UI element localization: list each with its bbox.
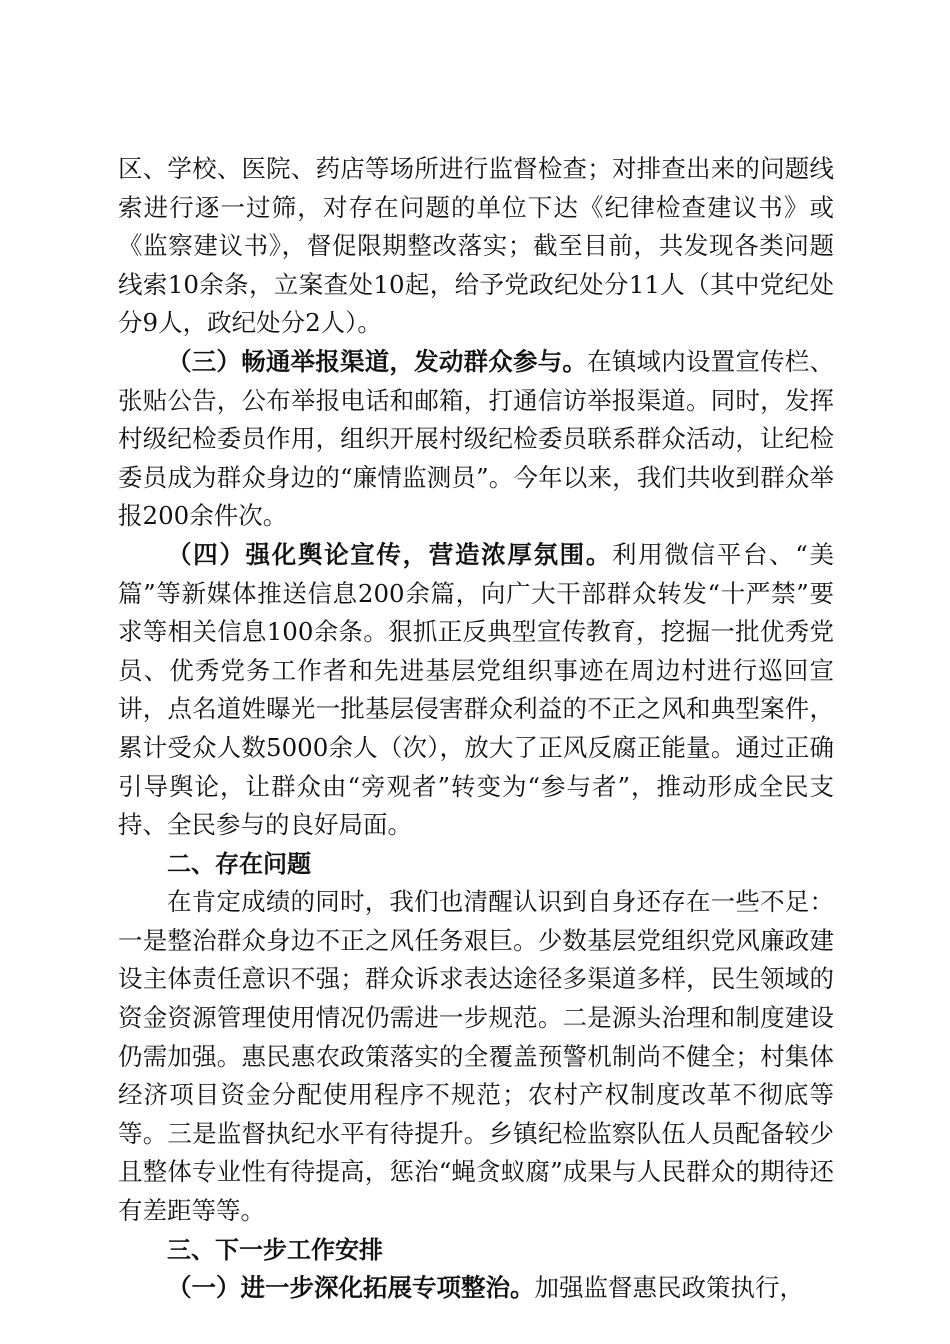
document-body bbox=[118, 150, 834, 1308]
paragraph-supervision-inspection: 区、学校、医院、药店等场所进行监督检查；对排查出来的问题线索进行逐一过筛，对存在问题的单位下达《纪律检查建议书》或《监察建议书》，督促限期整改落实；截至目前，共发现各类问题线索10余条，立案查处10起，给予党政纪处分11人（其中党纪处分9人，政纪处分2人）。 bbox=[118, 154, 834, 338]
paragraph-public-opinion-text: 利用微信平台、“美篇”等新媒体推送信息200余篇，向广大干部群众转发“十严禁”要求等相关信息100余条。狠抓正反典型宣传教育，挖掘一批优秀党员、优秀党务工作者和先进基层党组织事迹在周边村进行巡回宣讲，点名道姓曝光一批基层侵害群众利益的不正之风和典型案件，累计受众人数5000余人（次），放大了正风反腐正能量。通过正确引导舆论，让群众由“旁观者”转变为“参与者”，推动形成全民支持、全民参与的良好局面。 bbox=[118, 539, 835, 840]
paragraph-reporting-channels-text: 在镇域内设置宣传栏、张贴公告，公布举报电话和邮箱，打通信访举报渠道。同时，发挥村级纪检委员作用，组织开展村级纪检委员联系群众活动，让纪检委员成为群众身边的“廉情监测员”。今年以来，我们共收到群众举报200余件次。 bbox=[118, 346, 835, 531]
paragraph-reporting-channels bbox=[118, 343, 834, 536]
section-heading-next-steps: 三、下一步工作安排 bbox=[167, 1235, 383, 1264]
subheading-special-rectification: （一）进一步深化拓展专项整治。 bbox=[167, 1273, 535, 1303]
section-heading-existing-problems: 二、存在问题 bbox=[167, 849, 311, 878]
subheading-reporting-channels: （三）畅通举报渠道，发动群众参与。 bbox=[167, 346, 588, 376]
subheading-public-opinion: （四）强化舆论宣传，营造浓厚氛围。 bbox=[167, 539, 613, 569]
paragraph-special-rectification bbox=[118, 1269, 834, 1308]
paragraph-public-opinion bbox=[118, 536, 834, 845]
paragraph-special-rectification-text: 加强监督惠民政策执行， bbox=[534, 1273, 804, 1303]
paragraph-existing-problems: 在肯定成绩的同时，我们也清醒认识到自身还存在一些不足：一是整治群众身边不正之风任务艰巨。少数基层党组织党风廉政建设主体责任意识不强；群众诉求表达途径多渠道多样，民生领域的资金资源管理使用情况仍需进一步规范。二是源头治理和制度建设仍需加强。惠民惠农政策落实的全覆盖预警机制尚不健全；村集体经济项目资金分配使用程序不规范；农村产权制度改革不彻底等等。三是监督执纪水平有待提升。乡镇纪检监察队伍人员配备较少且整体专业性有待提高，惩治“蝇贪蚁腐”成果与人民群众的期待还有差距等等。 bbox=[118, 887, 834, 1226]
